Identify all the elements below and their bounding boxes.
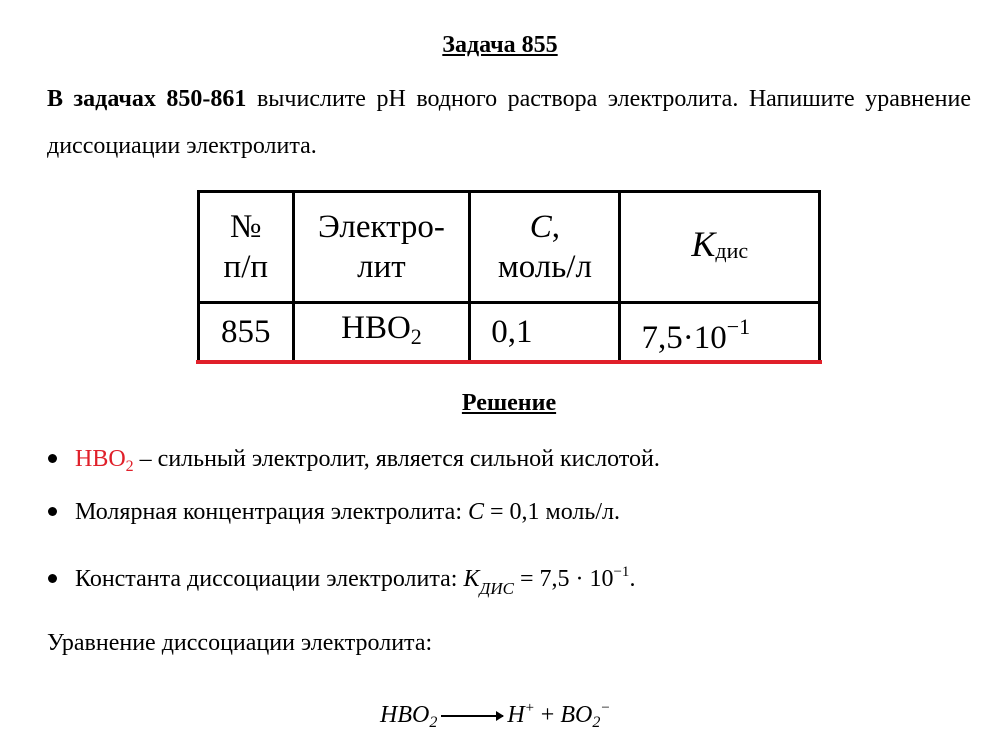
cell-concentration: 0,1 [470, 303, 620, 361]
header-concentration: C, моль/л [470, 192, 620, 303]
cell-electrolyte: HBO2 [293, 303, 470, 361]
red-underline [196, 360, 822, 364]
task-range: В задачах 850-861 [47, 86, 247, 112]
bullet-electrolyte-type: $HBO_2$ – сильный электролит, является сильной кислотой. [48, 444, 660, 482]
bullet-dot-icon [48, 574, 57, 583]
bullet-concentration: Молярная концентрация электролита: C = 0,1 моль/л. [48, 497, 620, 527]
task-statement [47, 76, 971, 170]
equation-heading: Уравнение диссоциации электролита: [47, 630, 433, 656]
formula-hbo2: $HBO_2$ [75, 446, 134, 475]
header-electrolyte: Электро- лит [293, 192, 470, 303]
dissociation-equation: $HBO_2$ $H^+ + BO_2^-$ [380, 700, 611, 731]
solution-title: Решение [461, 390, 557, 416]
table-row [199, 303, 820, 361]
table-header-row [199, 192, 820, 303]
bullet-dot-icon [48, 507, 57, 516]
header-number: № п/п [199, 192, 294, 303]
task-title: Задача 855 [442, 32, 558, 58]
arrow-right-icon [441, 715, 503, 717]
bullet-k-dis: Константа диссоциации электролита: $K_{ДИС} = 7,5 \cdot 10^{-1}$. [48, 557, 635, 604]
cell-number: 855 [199, 303, 294, 361]
bullet-dot-icon [48, 454, 57, 463]
task-text: вычислите рН водного раствора электролита. Напишите уравнение диссоциации электролита. [47, 86, 972, 159]
data-table [197, 190, 821, 360]
cell-k-dis: $7,5\cdot 10^{-1}$ [620, 303, 820, 361]
header-k-dis: $K_{дис}$ [620, 192, 820, 303]
